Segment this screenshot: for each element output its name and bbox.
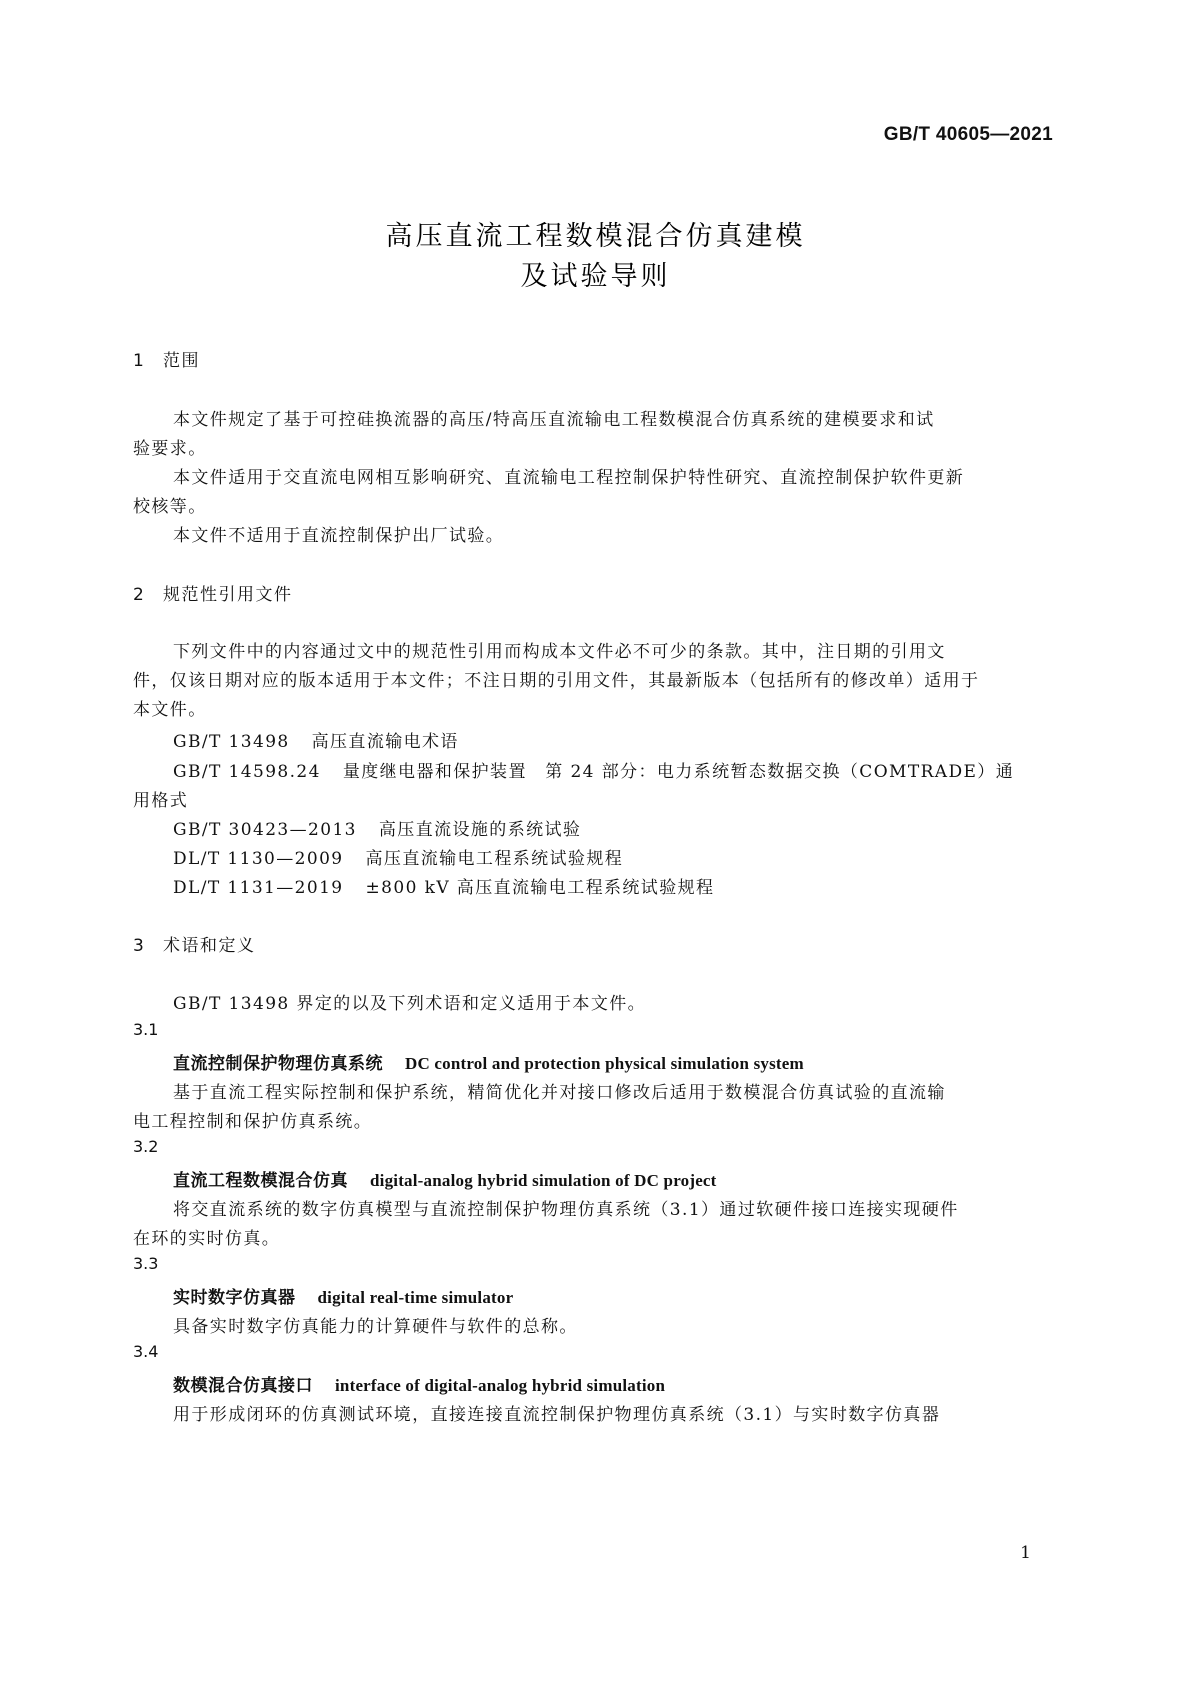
term-definition-line-1: 具备实时数字仿真能力的计算硬件与软件的总称。 xyxy=(173,1317,578,1337)
s1-paragraph-3: 本文件不适用于直流控制保护出厂试验。 xyxy=(173,526,505,546)
term-number: 3.3 xyxy=(133,1254,159,1273)
reference-code: GB/T 30423—2013 xyxy=(173,820,357,840)
section-2-heading xyxy=(133,580,293,605)
reference-item xyxy=(173,844,623,869)
page-number: 1 xyxy=(1020,1543,1031,1563)
section-title: 范围 xyxy=(163,351,200,371)
reference-code: DL/T 1131—2019 xyxy=(173,878,344,898)
term-number: 3.4 xyxy=(133,1342,159,1361)
term-heading xyxy=(173,1049,804,1074)
s1-paragraph-2-line-2: 校核等。 xyxy=(133,497,207,517)
s1-paragraph-1-line-1: 本文件规定了基于可控硅换流器的高压/特高压直流输电工程数模混合仿真系统的建模要求和试 xyxy=(173,410,935,430)
term-heading xyxy=(173,1283,513,1308)
term-en: DC control and protection physical simulation system xyxy=(405,1054,804,1073)
reference-title: ±800 kV 高压直流输电工程系统试验规程 xyxy=(365,878,715,898)
term-en: digital real-time simulator xyxy=(317,1288,514,1307)
term-en: interface of digital-analog hybrid simulation xyxy=(335,1376,666,1395)
term-zh: 实时数字仿真器 xyxy=(173,1288,296,1308)
s1-paragraph-2-line-1: 本文件适用于交直流电网相互影响研究、直流输电工程控制保护特性研究、直流控制保护软件更新 xyxy=(173,468,965,488)
section-1-heading xyxy=(133,346,200,371)
term-definition-line-1: 将交直流系统的数字仿真模型与直流控制保护物理仿真系统（3.1）通过软硬件接口连接实现硬件 xyxy=(173,1200,959,1220)
reference-item xyxy=(173,873,714,898)
section-number: 3 xyxy=(133,936,146,956)
reference-item xyxy=(173,815,581,840)
s1-paragraph-1-line-2: 验要求。 xyxy=(133,439,207,459)
s2-paragraph-line-2: 件，仅该日期对应的版本适用于本文件；不注日期的引用文件，其最新版本（包括所有的修改单）适用于 xyxy=(133,671,980,691)
reference-title: 高压直流设施的系统试验 xyxy=(378,820,582,840)
term-zh: 直流工程数模混合仿真 xyxy=(173,1171,348,1191)
reference-title: 量度继电器和保护装置 第 24 部分：电力系统暂态数据交换（COMTRADE）通 xyxy=(342,762,1015,782)
term-definition-line-2: 电工程控制和保护仿真系统。 xyxy=(133,1112,373,1132)
s3-intro: GB/T 13498 界定的以及下列术语和定义适用于本文件。 xyxy=(173,994,647,1014)
term-heading xyxy=(173,1166,717,1191)
term-definition-line-2: 在环的实时仿真。 xyxy=(133,1229,281,1249)
reference-code: DL/T 1130—2009 xyxy=(173,849,344,869)
term-definition-line-1: 用于形成闭环的仿真测试环境，直接连接直流控制保护物理仿真系统（3.1）与实时数字仿真器 xyxy=(173,1405,941,1425)
document-title-line2: 及试验导则 xyxy=(520,261,671,292)
reference-code: GB/T 13498 xyxy=(173,732,290,752)
term-number: 3.2 xyxy=(133,1137,159,1156)
section-title: 术语和定义 xyxy=(163,936,256,956)
term-definition-line-1: 基于直流工程实际控制和保护系统，精简优化并对接口修改后适用于数模混合仿真试验的直流输 xyxy=(173,1083,946,1103)
section-3-heading xyxy=(133,931,256,956)
section-number: 1 xyxy=(133,351,146,371)
section-number: 2 xyxy=(133,585,146,605)
reference-title: 高压直流输电术语 xyxy=(311,732,459,752)
term-zh: 数模混合仿真接口 xyxy=(173,1376,313,1396)
reference-title: 高压直流输电工程系统试验规程 xyxy=(365,849,624,869)
s2-paragraph-line-3: 本文件。 xyxy=(133,700,207,720)
reference-title-continuation: 用格式 xyxy=(133,791,189,811)
standard-code: GB/T 40605—2021 xyxy=(883,124,1053,145)
reference-code: GB/T 14598.24 xyxy=(173,762,321,782)
s2-paragraph-line-1: 下列文件中的内容通过文中的规范性引用而构成本文件必不可少的条款。其中，注日期的引用文 xyxy=(173,642,946,662)
section-title: 规范性引用文件 xyxy=(163,585,293,605)
reference-item xyxy=(173,757,1014,782)
term-en: digital-analog hybrid simulation of DC project xyxy=(370,1171,717,1190)
reference-item xyxy=(173,727,459,752)
document-title-line1: 高压直流工程数模混合仿真建模 xyxy=(385,221,806,252)
term-zh: 直流控制保护物理仿真系统 xyxy=(173,1054,383,1074)
term-number: 3.1 xyxy=(133,1020,159,1039)
term-heading xyxy=(173,1371,665,1396)
